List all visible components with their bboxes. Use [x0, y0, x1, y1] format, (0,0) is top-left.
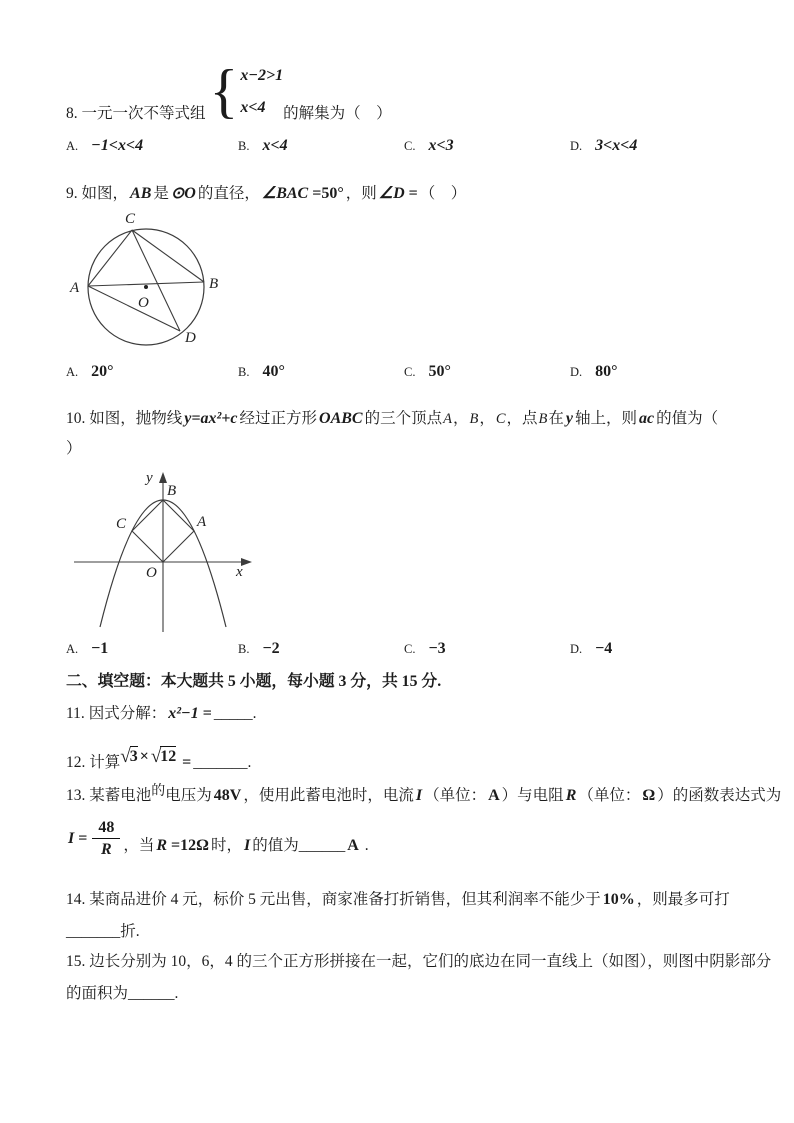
math-R: R: [156, 837, 168, 854]
option-a: [66, 363, 238, 381]
question-text: 某商品进价 4 元，标价 5 元出售，商家准备打折销售，但其利润率不能少于: [89, 891, 601, 908]
math-I: I: [68, 829, 75, 847]
math-angle-D: ∠D: [378, 185, 405, 202]
question-9-options: [66, 363, 776, 381]
question-text: 是: [153, 185, 169, 202]
math-10-percent: 10%: [602, 891, 635, 908]
question-13-tail: [123, 834, 368, 858]
radicand-12: 12: [160, 748, 177, 765]
question-text: 的三个顶点: [364, 410, 443, 427]
math-equals: =: [182, 754, 192, 771]
question-14-line-2: [66, 920, 140, 944]
question-number: 15.: [66, 953, 86, 970]
question-15-line-2: [66, 982, 178, 1006]
question-text: 时，: [210, 837, 242, 854]
question-text: 如图，: [81, 185, 129, 202]
option-value: x<3: [428, 137, 454, 154]
question-number: 13.: [66, 787, 86, 804]
parabola-figure: [60, 462, 265, 640]
question-8-tail: 的解集为（ ）: [283, 105, 392, 122]
option-c: [404, 137, 570, 155]
question-number: 8.: [66, 105, 78, 122]
formula-I-equals: [66, 818, 123, 859]
question-text: 经过正方形: [239, 410, 318, 427]
option-d: [570, 137, 776, 155]
option-value: 40°: [262, 363, 285, 380]
option-b: [238, 363, 404, 381]
comma: ，: [452, 410, 469, 427]
option-label: D.: [570, 139, 583, 153]
question-13-line-2: [66, 818, 369, 859]
option-value: −1<x<4: [91, 137, 144, 154]
option-d: [570, 363, 776, 381]
option-label: D.: [570, 365, 583, 379]
question-number: 14.: [66, 891, 86, 908]
option-a: [66, 137, 238, 155]
math-equals-12-ohm: =12Ω: [171, 837, 209, 854]
y-axis-arrow: [159, 472, 167, 483]
option-label: A.: [66, 139, 79, 153]
unit-ohm: Ω: [642, 787, 656, 804]
unit-A: A: [488, 787, 500, 804]
point-label-C: C: [125, 211, 136, 227]
question-12: [66, 746, 252, 775]
option-value: −4: [595, 640, 613, 657]
math-circle-O: ⊙O: [170, 185, 196, 202]
question-text: ）的函数表达式为: [657, 787, 782, 804]
option-label: C.: [404, 139, 416, 153]
math-equals: =: [408, 185, 418, 202]
point-label-A: A: [197, 514, 207, 530]
question-text: ，则: [345, 185, 377, 202]
question-14-line-1: [66, 888, 730, 912]
math-R: R: [565, 787, 577, 804]
question-text: 某蓄电池: [89, 787, 152, 804]
math-square-OABC: OABC: [319, 410, 363, 427]
question-number: 9.: [66, 185, 78, 202]
question-10-line-2: ）: [66, 440, 82, 457]
math-I: I: [244, 837, 251, 854]
question-8-options: [66, 137, 776, 155]
option-b: [238, 137, 404, 155]
question-text: 轴上，则: [575, 410, 638, 427]
point-B: B: [538, 411, 548, 427]
question-13-line-1: [66, 784, 781, 809]
answer-blank: ______: [128, 985, 175, 1002]
question-number: 11.: [66, 705, 85, 722]
option-value: −2: [262, 640, 280, 657]
option-c: [404, 363, 570, 381]
question-9: [66, 182, 466, 206]
option-value: 80°: [595, 363, 618, 380]
option-label: A.: [66, 365, 79, 379]
question-text: 边长分别为 10，6，4 的三个正方形拼接在一起，它们的底边在同一直线上（如图），则图中阴影部分: [89, 953, 772, 970]
question-11: [66, 702, 256, 726]
point-label-D: D: [185, 330, 196, 346]
question-text: （ ）: [419, 185, 467, 202]
question-8: [66, 58, 392, 126]
math-AB: AB: [130, 185, 152, 202]
question-text: （单位：: [424, 787, 487, 804]
option-value: −3: [428, 640, 446, 657]
chord-CB: [132, 230, 204, 282]
fraction-denominator: R: [101, 841, 112, 858]
question-text: 的值为（: [656, 410, 719, 427]
option-label: C.: [404, 365, 416, 379]
point-B: B: [469, 411, 479, 427]
math-ac: ac: [639, 410, 655, 427]
section-2-header: 二、填空题：本大题共 5 小题，每小题 3 分，共 15 分.: [66, 673, 442, 690]
question-text: 计算: [89, 754, 121, 771]
option-label: A.: [66, 642, 79, 656]
point-label-C: C: [116, 516, 127, 532]
question-8-lead: [66, 102, 206, 126]
option-label: B.: [238, 642, 250, 656]
math-angle-BAC: ∠BAC: [261, 185, 309, 202]
system-brace: {: [209, 58, 239, 124]
point-label-A: A: [70, 280, 80, 296]
math-48V: 48V: [213, 787, 242, 804]
point-C: C: [495, 411, 506, 427]
center-dot: [144, 285, 148, 289]
question-text: （单位：: [578, 787, 641, 804]
question-15-line-1: [66, 950, 771, 974]
option-d: [570, 640, 776, 658]
option-b: [238, 640, 404, 658]
option-value: 50°: [428, 363, 451, 380]
chord-AC: [88, 230, 132, 286]
question-text: 折.: [120, 923, 140, 940]
comma: ，: [479, 410, 495, 427]
question-10-line-1: [66, 404, 718, 434]
axis-label-x: x: [236, 564, 243, 580]
question-text-raised: 的: [151, 784, 166, 799]
option-value: 3<x<4: [595, 137, 638, 154]
question-text: 的值为: [252, 837, 299, 854]
question-text: 在: [548, 410, 564, 427]
option-label: B.: [238, 365, 250, 379]
period: .: [247, 754, 252, 771]
radicand-3: 3: [129, 748, 138, 765]
period: .: [174, 985, 179, 1002]
question-text: 的直径，: [197, 185, 260, 202]
question-text: ，使用此蓄电池时，电流: [243, 787, 414, 804]
period: .: [360, 837, 369, 854]
answer-blank: ______: [298, 837, 346, 854]
option-label: B.: [238, 139, 250, 153]
answer-blank: _______: [66, 923, 121, 940]
math-y: y: [565, 410, 574, 427]
option-label: D.: [570, 642, 583, 656]
system-line-2: x<4: [240, 98, 266, 116]
question-text: ）与电阻: [501, 787, 564, 804]
times-sign: ×: [139, 748, 149, 765]
fraction-numerator: 48: [92, 818, 120, 839]
origin-label-O: O: [146, 565, 157, 581]
fraction-48-over-R: [92, 818, 120, 859]
question-text: 因式分解：: [88, 705, 167, 722]
question-10: [66, 404, 718, 463]
option-value: x<4: [262, 137, 288, 154]
question-text: ，则最多可打: [636, 891, 730, 908]
question-number: 10.: [66, 410, 86, 427]
chord-CD: [132, 230, 180, 331]
option-a: [66, 640, 238, 658]
point-label-B: B: [167, 483, 177, 499]
center-label-O: O: [138, 295, 149, 311]
question-number: 12.: [66, 754, 86, 771]
math-equals: =: [202, 705, 212, 722]
math-parabola-equation: y=ax²+c: [184, 410, 238, 427]
unit-A: A: [347, 837, 359, 854]
inequality-system: [210, 58, 284, 124]
option-c: [404, 640, 570, 658]
answer-blank: _______: [193, 754, 248, 771]
point-label-B: B: [209, 276, 219, 292]
period: .: [252, 705, 257, 722]
radical-expression: [120, 744, 176, 769]
question-text: 如图，抛物线: [89, 410, 183, 427]
system-line-1: x−2>1: [240, 66, 284, 84]
math-I: I: [415, 787, 423, 804]
question-text: 电压为: [165, 787, 212, 804]
option-value: −1: [91, 640, 109, 657]
axis-label-y: y: [146, 470, 153, 486]
circle-figure: [60, 210, 290, 358]
option-label: C.: [404, 642, 416, 656]
point-A: A: [443, 411, 452, 427]
question-text: 的面积为: [66, 985, 129, 1002]
question-text: ，点: [506, 410, 538, 427]
question-10-options: [66, 640, 776, 658]
math-x-squared-minus-1: x²−1: [168, 705, 199, 722]
radical-sign: √: [120, 746, 131, 767]
math-equals: =: [78, 829, 88, 847]
question-text: 一元一次不等式组: [81, 105, 206, 122]
option-value: 20°: [91, 363, 114, 380]
math-equals-50deg: =50°: [312, 185, 344, 202]
answer-blank: _____: [213, 705, 253, 722]
radical-sign: √: [150, 746, 162, 767]
question-text: ，当: [123, 837, 155, 854]
